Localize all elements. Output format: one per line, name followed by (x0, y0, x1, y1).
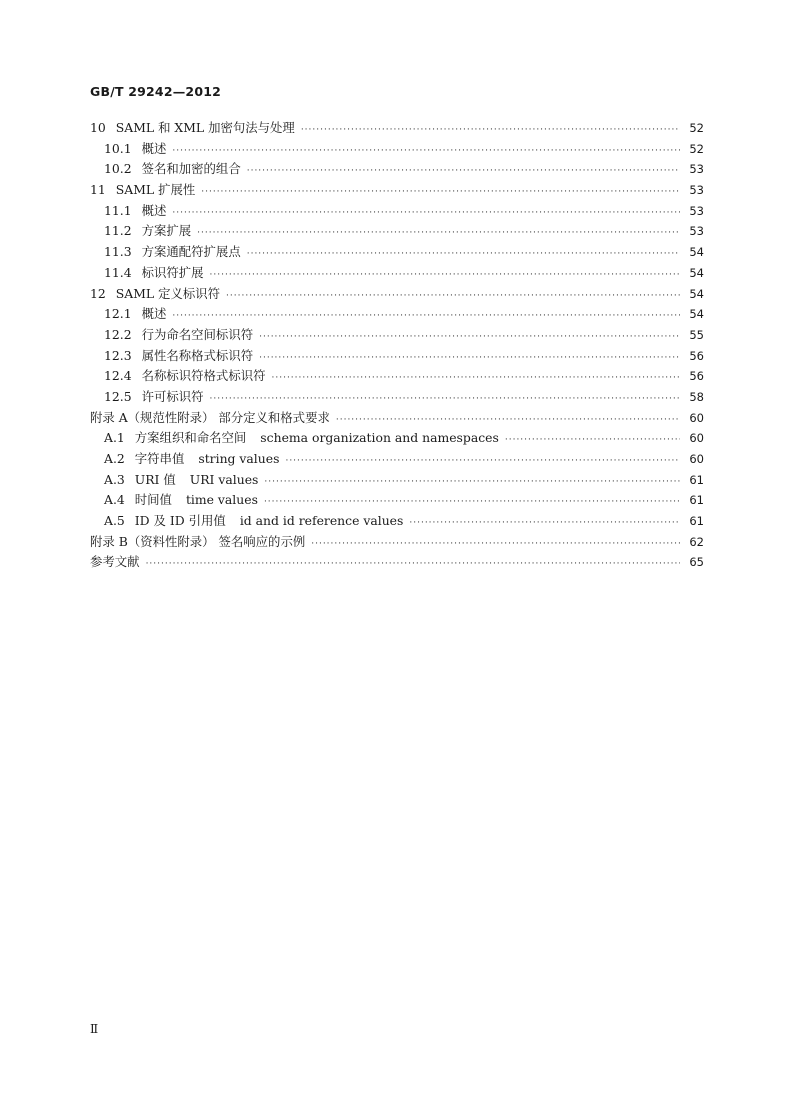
toc-entry-number: 11.4 (104, 264, 132, 280)
toc-entry-title-text: 概述 (141, 202, 167, 218)
toc-leader-dots (264, 492, 680, 513)
toc-leader-dots (259, 348, 680, 369)
toc-entry[interactable] (90, 387, 704, 408)
toc-entry-number: A.5 (104, 513, 125, 529)
toc-entry-title-text: SAML 定义标识符 (115, 285, 221, 301)
toc-leader-dots (201, 182, 680, 203)
toc-entry-number: 12.2 (104, 326, 132, 342)
toc-entry-title (132, 139, 173, 160)
toc-entry[interactable] (90, 139, 704, 160)
toc-entry-number: A.2 (104, 451, 125, 466)
toc-entry-english-title: string values (198, 451, 280, 466)
toc-entry[interactable] (90, 470, 704, 491)
toc-entry-title (106, 118, 301, 139)
toc-entry-title-text: 签名和加密的组合 (141, 161, 241, 177)
toc-entry[interactable] (90, 159, 704, 180)
toc-entry-title-text: 附录 A（规范性附录） 部分定义和格式要求 (90, 409, 330, 425)
toc-entry-page: 61 (689, 472, 704, 487)
toc-leader-dots (210, 389, 680, 410)
toc-leader-dots (311, 534, 680, 555)
toc-entry[interactable] (90, 242, 704, 263)
toc-entry-title (132, 221, 198, 242)
toc-entry-number: 12.3 (104, 347, 132, 363)
toc-entry-number: 10.1 (104, 140, 132, 156)
toc-entry-title (132, 366, 272, 387)
toc-entry-title (132, 263, 210, 284)
toc-leader-dots (172, 141, 680, 162)
toc-entry-title (132, 242, 247, 263)
toc-entry-title-text: 方案组织和命名空间 (134, 430, 247, 446)
toc-entry-page: 56 (689, 369, 704, 384)
toc-entry-number: 10.2 (104, 161, 132, 177)
toc-entry-page: 52 (689, 121, 704, 135)
toc-entry-title (125, 511, 410, 532)
toc-entry-title (132, 304, 173, 325)
page-number: Ⅱ (90, 1022, 99, 1036)
toc-entry-number: 12.1 (104, 306, 132, 322)
toc-entry-page: 53 (689, 183, 704, 198)
toc-entry-title-text: 附录 B（资料性附录） 签名响应的示例 (90, 533, 306, 549)
toc-leader-dots (226, 286, 680, 307)
toc-entry-title (90, 408, 336, 429)
toc-entry[interactable] (90, 511, 704, 532)
toc-entry-title (106, 284, 226, 305)
toc-leader-dots (505, 430, 680, 451)
toc-entry-english-title: id and id reference values (239, 513, 404, 529)
toc-entry[interactable] (90, 284, 704, 305)
toc-entry-title (125, 449, 286, 470)
toc-entry-page: 54 (689, 245, 704, 260)
toc-entry-number: 12.4 (104, 368, 132, 384)
toc-entry-title-text: 概述 (141, 140, 167, 156)
toc-entry-page: 62 (689, 534, 704, 549)
toc-entry-number: 10 (90, 120, 106, 135)
toc-entry-title-text: 许可标识符 (141, 388, 204, 404)
toc-entry-number: A.4 (104, 492, 125, 508)
toc-entry-title-text: URI 值 (134, 471, 176, 487)
toc-entry-page: 58 (689, 389, 704, 404)
document-id-header: GB/T 29242—2012 (90, 84, 222, 99)
toc-leader-dots (197, 223, 680, 244)
toc-entry-page: 60 (689, 452, 704, 466)
toc-entry[interactable] (90, 325, 704, 346)
toc-entry-title-text: 名称标识符格式标识符 (141, 368, 266, 384)
toc-entry-title-text: 标识符扩展 (141, 264, 204, 280)
table-of-contents (90, 118, 704, 573)
toc-entry-number: 12.5 (104, 388, 132, 404)
toc-entry-title (132, 201, 173, 222)
toc-leader-dots (336, 410, 680, 431)
toc-entry-page: 55 (689, 327, 704, 342)
toc-leader-dots (301, 120, 680, 141)
toc-leader-dots (247, 244, 680, 265)
toc-entry-title (132, 387, 210, 408)
toc-leader-dots (172, 203, 680, 224)
toc-entry-title (132, 346, 260, 367)
toc-entry[interactable] (90, 428, 704, 449)
toc-entry-number: 11 (90, 182, 106, 198)
toc-entry-title-text: 时间值 (134, 492, 172, 508)
toc-entry-title (132, 159, 247, 180)
toc-entry-title (132, 325, 260, 346)
toc-entry-page: 54 (689, 286, 704, 301)
toc-entry-title-text: 概述 (141, 306, 167, 322)
toc-entry-page: 60 (689, 410, 704, 425)
toc-entry-number: 11.1 (104, 202, 132, 218)
toc-leader-dots (146, 554, 680, 575)
toc-entry-title-text: 方案扩展 (141, 223, 192, 239)
toc-entry-page: 65 (689, 555, 704, 570)
toc-entry-page: 56 (689, 348, 704, 363)
toc-entry-title (90, 532, 311, 553)
toc-entry[interactable] (90, 221, 704, 242)
toc-entry[interactable] (90, 180, 704, 201)
toc-entry-number: 11.3 (104, 244, 132, 260)
toc-entry[interactable] (90, 118, 704, 139)
toc-entry[interactable] (90, 263, 704, 284)
toc-entry-title (125, 470, 265, 491)
toc-entry[interactable] (90, 346, 704, 367)
toc-entry-number: A.3 (104, 471, 125, 487)
toc-entry-title-text: SAML 扩展性 (115, 182, 196, 198)
toc-entry-english-title: time values (185, 492, 258, 508)
toc-leader-dots (210, 265, 680, 286)
toc-entry-title-text: 方案通配符扩展点 (141, 244, 241, 260)
toc-entry-title (106, 180, 201, 201)
toc-entry-number: 12 (90, 285, 106, 301)
toc-leader-dots (285, 451, 680, 472)
toc-entry-page: 54 (689, 307, 704, 322)
toc-leader-dots (259, 327, 680, 348)
toc-entry-page: 61 (689, 514, 704, 529)
toc-entry-title (90, 552, 146, 573)
toc-entry-title-text: 参考文献 (90, 554, 140, 570)
toc-entry-title-text: SAML 和 XML 加密句法与处理 (115, 120, 295, 135)
toc-leader-dots (272, 368, 681, 389)
toc-leader-dots (264, 472, 680, 493)
toc-entry[interactable] (90, 552, 704, 573)
toc-entry-english-title: URI values (189, 471, 259, 487)
toc-leader-dots (247, 161, 680, 182)
toc-entry-title-text: 属性名称格式标识符 (141, 347, 254, 363)
toc-entry[interactable] (90, 449, 704, 470)
toc-entry[interactable] (90, 532, 704, 553)
toc-entry-page: 60 (689, 431, 704, 446)
toc-entry-title-text: 行为命名空间标识符 (141, 326, 254, 342)
toc-entry-page: 53 (689, 224, 704, 239)
toc-entry-title-text: ID 及 ID 引用值 (134, 513, 226, 529)
toc-entry-title-text: 字符串值 (134, 451, 185, 466)
toc-leader-dots (409, 513, 680, 534)
toc-entry-title (125, 490, 264, 511)
toc-entry-page: 54 (689, 265, 704, 280)
toc-entry[interactable] (90, 408, 704, 429)
toc-entry[interactable] (90, 201, 704, 222)
toc-entry-page: 61 (689, 493, 704, 508)
toc-entry[interactable] (90, 366, 704, 387)
toc-leader-dots (172, 306, 680, 327)
toc-entry-number: 11.2 (104, 223, 132, 239)
toc-entry-title (125, 428, 505, 449)
toc-entry-page: 53 (689, 162, 704, 177)
toc-entry-number: A.1 (104, 430, 125, 446)
toc-entry[interactable] (90, 304, 704, 325)
toc-entry-english-title: schema organization and namespaces (260, 430, 499, 446)
toc-entry-page: 53 (689, 203, 704, 218)
toc-entry[interactable] (90, 490, 704, 511)
toc-entry-page: 52 (689, 141, 704, 156)
